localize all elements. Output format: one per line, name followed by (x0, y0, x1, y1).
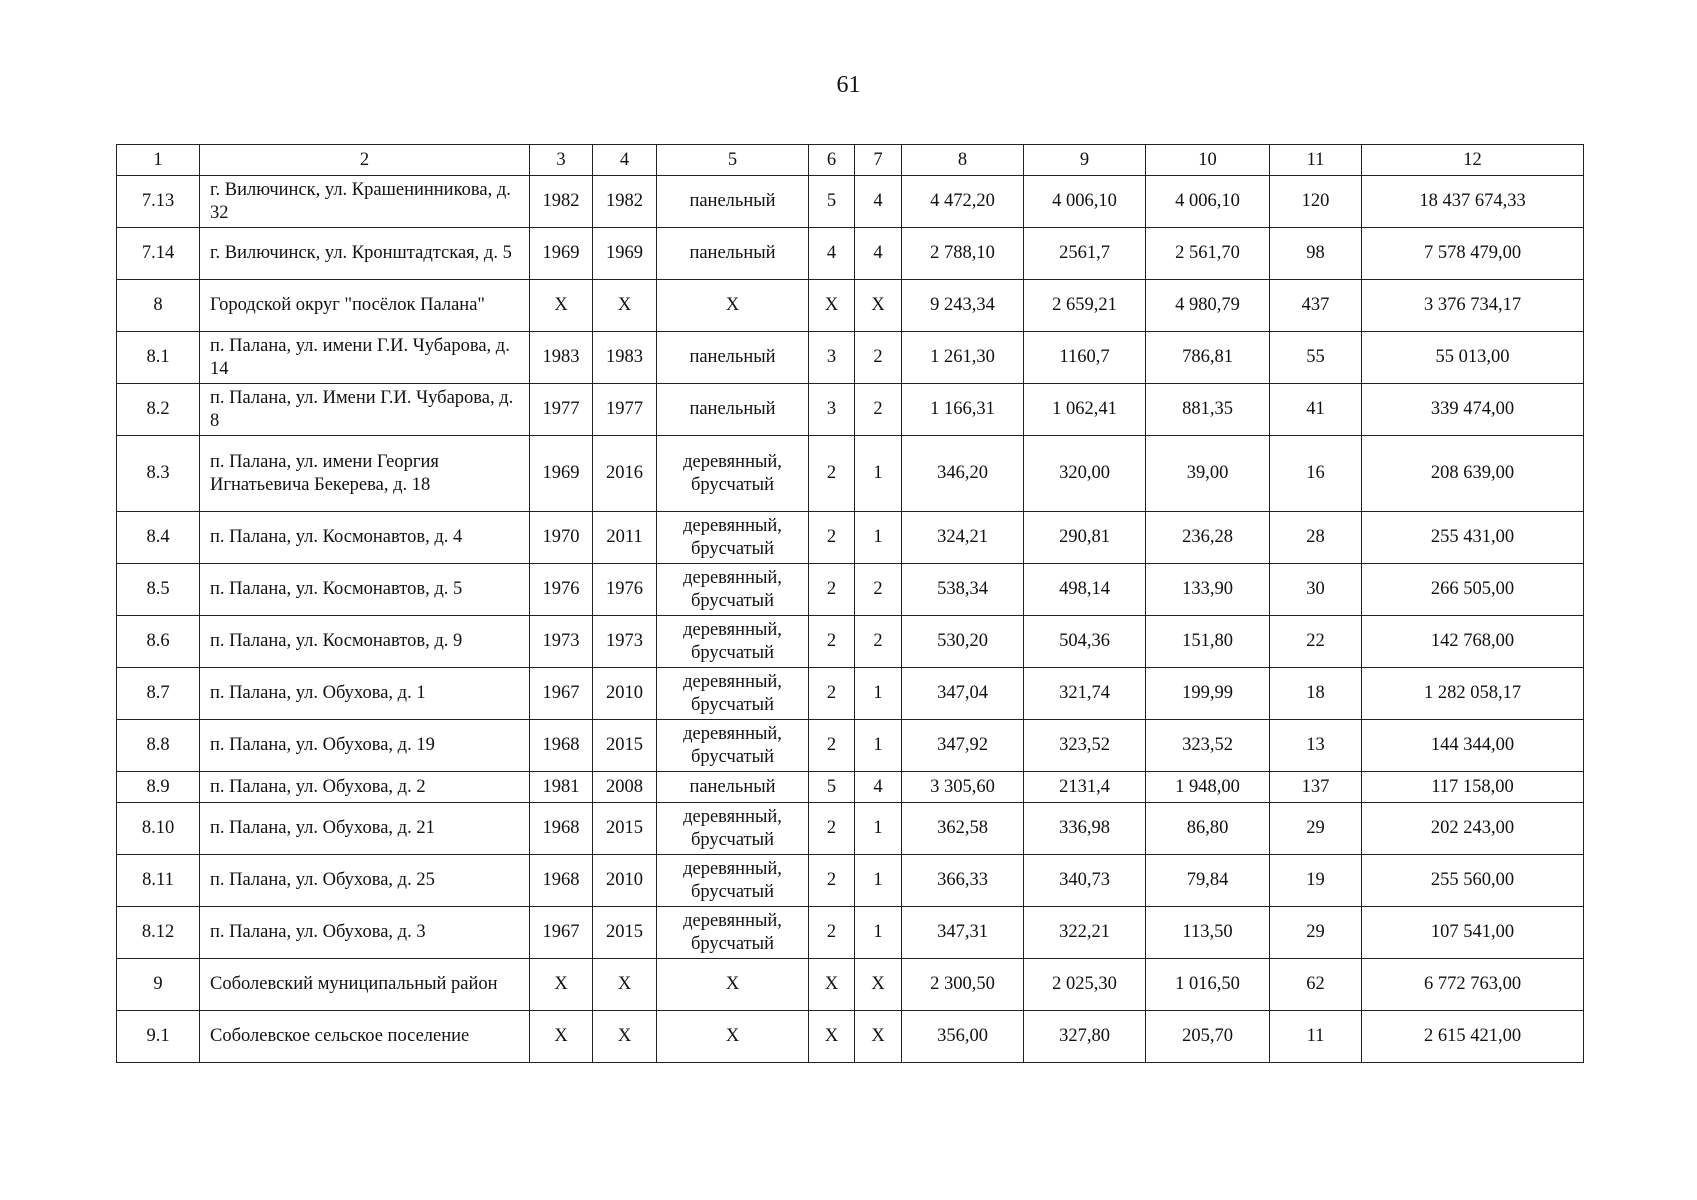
table-row (117, 1011, 1584, 1063)
cell-row-number: 8 (117, 280, 200, 332)
cell-residential-area: 79,84 (1146, 855, 1270, 907)
cell-total-area: 347,92 (902, 720, 1024, 772)
cell-address: п. Палана, ул. имени Георгия Игнатьевича Бекерева, д. 18 (200, 436, 530, 512)
cell-year-renovated: 2008 (593, 772, 657, 803)
cell-total-area: 2 300,50 (902, 959, 1024, 1011)
cell-total-area: 538,34 (902, 564, 1024, 616)
cell-wall-material: деревянный, брусчатый (657, 564, 809, 616)
cell-row-number: 9 (117, 959, 200, 1011)
cell-cost: 142 768,00 (1362, 616, 1584, 668)
cell-cost: 18 437 674,33 (1362, 176, 1584, 228)
cell-cost: 107 541,00 (1362, 907, 1584, 959)
table-row (117, 384, 1584, 436)
cell-row-number: 8.10 (117, 803, 200, 855)
data-table (116, 144, 1584, 1063)
cell-floors: 2 (809, 855, 855, 907)
cell-address: п. Палана, ул. Обухова, д. 3 (200, 907, 530, 959)
cell-living-area: 2 025,30 (1024, 959, 1146, 1011)
cell-cost: 2 615 421,00 (1362, 1011, 1584, 1063)
cell-floors: 3 (809, 384, 855, 436)
cell-address: п. Палана, ул. Космонавтов, д. 5 (200, 564, 530, 616)
table-row (117, 803, 1584, 855)
header-cell: 8 (902, 145, 1024, 176)
cell-total-area: 324,21 (902, 512, 1024, 564)
cell-residents: 98 (1270, 228, 1362, 280)
cell-row-number: 8.3 (117, 436, 200, 512)
cell-residents: 16 (1270, 436, 1362, 512)
table-row (117, 907, 1584, 959)
header-row (117, 145, 1584, 176)
cell-year-renovated: X (593, 280, 657, 332)
cell-entrances: 4 (855, 228, 902, 280)
cell-entrances: 4 (855, 772, 902, 803)
cell-residents: 18 (1270, 668, 1362, 720)
cell-residents: 62 (1270, 959, 1362, 1011)
cell-entrances: 2 (855, 384, 902, 436)
cell-wall-material: панельный (657, 384, 809, 436)
cell-residential-area: 236,28 (1146, 512, 1270, 564)
cell-year-built: 1983 (530, 332, 593, 384)
cell-cost: 3 376 734,17 (1362, 280, 1584, 332)
cell-wall-material: деревянный, брусчатый (657, 512, 809, 564)
cell-living-area: 327,80 (1024, 1011, 1146, 1063)
cell-total-area: 347,31 (902, 907, 1024, 959)
cell-wall-material: деревянный, брусчатый (657, 668, 809, 720)
table-row (117, 332, 1584, 384)
cell-year-renovated: 2015 (593, 803, 657, 855)
cell-row-number: 7.14 (117, 228, 200, 280)
cell-residential-area: 4 980,79 (1146, 280, 1270, 332)
cell-entrances: X (855, 1011, 902, 1063)
cell-residents: 120 (1270, 176, 1362, 228)
cell-cost: 339 474,00 (1362, 384, 1584, 436)
cell-living-area: 498,14 (1024, 564, 1146, 616)
header-cell: 11 (1270, 145, 1362, 176)
cell-cost: 7 578 479,00 (1362, 228, 1584, 280)
cell-total-area: 530,20 (902, 616, 1024, 668)
table-row (117, 616, 1584, 668)
cell-floors: 2 (809, 803, 855, 855)
table-row (117, 280, 1584, 332)
header-cell: 3 (530, 145, 593, 176)
cell-entrances: 1 (855, 436, 902, 512)
table-row (117, 720, 1584, 772)
cell-row-number: 8.6 (117, 616, 200, 668)
cell-entrances: 2 (855, 564, 902, 616)
cell-wall-material: деревянный, брусчатый (657, 720, 809, 772)
cell-floors: 2 (809, 668, 855, 720)
cell-year-renovated: 1983 (593, 332, 657, 384)
header-cell: 5 (657, 145, 809, 176)
cell-entrances: 1 (855, 803, 902, 855)
cell-year-renovated: 2015 (593, 907, 657, 959)
cell-floors: 5 (809, 176, 855, 228)
cell-year-built: 1982 (530, 176, 593, 228)
cell-total-area: 1 166,31 (902, 384, 1024, 436)
cell-address: п. Палана, ул. Обухова, д. 21 (200, 803, 530, 855)
table-row (117, 668, 1584, 720)
header-cell: 1 (117, 145, 200, 176)
cell-year-renovated: 2010 (593, 855, 657, 907)
cell-entrances: 1 (855, 907, 902, 959)
cell-total-area: 366,33 (902, 855, 1024, 907)
cell-total-area: 347,04 (902, 668, 1024, 720)
cell-year-renovated: 2015 (593, 720, 657, 772)
cell-year-renovated: 1977 (593, 384, 657, 436)
cell-row-number: 9.1 (117, 1011, 200, 1063)
cell-floors: X (809, 959, 855, 1011)
cell-residential-area: 205,70 (1146, 1011, 1270, 1063)
cell-residential-area: 199,99 (1146, 668, 1270, 720)
cell-wall-material: панельный (657, 332, 809, 384)
cell-cost: 1 282 058,17 (1362, 668, 1584, 720)
cell-address: п. Палана, ул. Обухова, д. 1 (200, 668, 530, 720)
cell-residential-area: 113,50 (1146, 907, 1270, 959)
header-cell: 10 (1146, 145, 1270, 176)
cell-row-number: 8.11 (117, 855, 200, 907)
cell-residents: 29 (1270, 907, 1362, 959)
cell-year-built: 1968 (530, 720, 593, 772)
cell-year-renovated: 2011 (593, 512, 657, 564)
cell-living-area: 322,21 (1024, 907, 1146, 959)
cell-address: п. Палана, ул. Космонавтов, д. 9 (200, 616, 530, 668)
cell-address: п. Палана, ул. Обухова, д. 19 (200, 720, 530, 772)
cell-total-area: 1 261,30 (902, 332, 1024, 384)
cell-row-number: 8.4 (117, 512, 200, 564)
cell-residents: 41 (1270, 384, 1362, 436)
cell-entrances: 4 (855, 176, 902, 228)
cell-address: Соболевский муниципальный район (200, 959, 530, 1011)
cell-wall-material: деревянный, брусчатый (657, 803, 809, 855)
cell-cost: 255 431,00 (1362, 512, 1584, 564)
cell-address: г. Вилючинск, ул. Кронштадтская, д. 5 (200, 228, 530, 280)
cell-year-built: 1977 (530, 384, 593, 436)
cell-total-area: 4 472,20 (902, 176, 1024, 228)
header-cell: 12 (1362, 145, 1584, 176)
cell-row-number: 8.7 (117, 668, 200, 720)
page-number: 61 (836, 72, 861, 98)
cell-row-number: 8.12 (117, 907, 200, 959)
cell-year-renovated: 2016 (593, 436, 657, 512)
cell-total-area: 356,00 (902, 1011, 1024, 1063)
cell-total-area: 3 305,60 (902, 772, 1024, 803)
table-row (117, 564, 1584, 616)
cell-entrances: X (855, 280, 902, 332)
header-cell: 6 (809, 145, 855, 176)
cell-wall-material: панельный (657, 176, 809, 228)
cell-year-built: 1970 (530, 512, 593, 564)
cell-living-area: 2 659,21 (1024, 280, 1146, 332)
cell-year-renovated: 1982 (593, 176, 657, 228)
cell-floors: 5 (809, 772, 855, 803)
cell-row-number: 8.5 (117, 564, 200, 616)
cell-residential-area: 323,52 (1146, 720, 1270, 772)
cell-year-built: X (530, 959, 593, 1011)
cell-floors: 3 (809, 332, 855, 384)
table-row (117, 772, 1584, 803)
cell-living-area: 504,36 (1024, 616, 1146, 668)
cell-address: г. Вилючинск, ул. Крашенинникова, д. 32 (200, 176, 530, 228)
cell-living-area: 2561,7 (1024, 228, 1146, 280)
cell-cost: 117 158,00 (1362, 772, 1584, 803)
cell-entrances: 1 (855, 855, 902, 907)
cell-floors: 2 (809, 512, 855, 564)
cell-floors: 2 (809, 436, 855, 512)
cell-residential-area: 2 561,70 (1146, 228, 1270, 280)
cell-residents: 55 (1270, 332, 1362, 384)
cell-wall-material: панельный (657, 228, 809, 280)
cell-residential-area: 1 948,00 (1146, 772, 1270, 803)
cell-residents: 13 (1270, 720, 1362, 772)
cell-floors: 4 (809, 228, 855, 280)
cell-residents: 30 (1270, 564, 1362, 616)
cell-entrances: 1 (855, 512, 902, 564)
cell-wall-material: X (657, 959, 809, 1011)
cell-residents: 28 (1270, 512, 1362, 564)
header-cell: 2 (200, 145, 530, 176)
header-cell: 4 (593, 145, 657, 176)
cell-floors: X (809, 1011, 855, 1063)
cell-living-area: 320,00 (1024, 436, 1146, 512)
cell-residential-area: 151,80 (1146, 616, 1270, 668)
cell-wall-material: деревянный, брусчатый (657, 436, 809, 512)
cell-row-number: 7.13 (117, 176, 200, 228)
cell-living-area: 336,98 (1024, 803, 1146, 855)
cell-address: Городской округ "посёлок Палана" (200, 280, 530, 332)
cell-living-area: 2131,4 (1024, 772, 1146, 803)
cell-floors: 2 (809, 720, 855, 772)
cell-wall-material: X (657, 280, 809, 332)
cell-cost: 266 505,00 (1362, 564, 1584, 616)
cell-cost: 208 639,00 (1362, 436, 1584, 512)
table-row (117, 959, 1584, 1011)
cell-year-built: 1976 (530, 564, 593, 616)
table-row (117, 512, 1584, 564)
cell-year-built: 1969 (530, 228, 593, 280)
cell-wall-material: деревянный, брусчатый (657, 616, 809, 668)
cell-wall-material: панельный (657, 772, 809, 803)
cell-address: п. Палана, ул. Имени Г.И. Чубарова, д. 8 (200, 384, 530, 436)
cell-address: п. Палана, ул. Обухова, д. 2 (200, 772, 530, 803)
cell-year-built: 1968 (530, 855, 593, 907)
cell-row-number: 8.1 (117, 332, 200, 384)
cell-living-area: 4 006,10 (1024, 176, 1146, 228)
cell-cost: 255 560,00 (1362, 855, 1584, 907)
cell-total-area: 362,58 (902, 803, 1024, 855)
cell-residents: 11 (1270, 1011, 1362, 1063)
cell-year-renovated: 2010 (593, 668, 657, 720)
cell-entrances: 2 (855, 616, 902, 668)
cell-address: Соболевское сельское поселение (200, 1011, 530, 1063)
header-cell: 9 (1024, 145, 1146, 176)
cell-living-area: 323,52 (1024, 720, 1146, 772)
cell-wall-material: деревянный, брусчатый (657, 855, 809, 907)
cell-residential-area: 39,00 (1146, 436, 1270, 512)
cell-year-renovated: X (593, 1011, 657, 1063)
cell-year-built: X (530, 1011, 593, 1063)
cell-row-number: 8.9 (117, 772, 200, 803)
cell-residents: 19 (1270, 855, 1362, 907)
cell-cost: 202 243,00 (1362, 803, 1584, 855)
cell-year-built: 1969 (530, 436, 593, 512)
cell-residents: 437 (1270, 280, 1362, 332)
cell-year-built: X (530, 280, 593, 332)
cell-year-built: 1973 (530, 616, 593, 668)
cell-total-area: 346,20 (902, 436, 1024, 512)
cell-row-number: 8.2 (117, 384, 200, 436)
cell-residential-area: 786,81 (1146, 332, 1270, 384)
cell-cost: 6 772 763,00 (1362, 959, 1584, 1011)
cell-total-area: 9 243,34 (902, 280, 1024, 332)
table-row (117, 436, 1584, 512)
cell-entrances: 2 (855, 332, 902, 384)
cell-total-area: 2 788,10 (902, 228, 1024, 280)
cell-row-number: 8.8 (117, 720, 200, 772)
cell-residents: 22 (1270, 616, 1362, 668)
cell-living-area: 1 062,41 (1024, 384, 1146, 436)
cell-wall-material: деревянный, брусчатый (657, 907, 809, 959)
cell-address: п. Палана, ул. имени Г.И. Чубарова, д. 14 (200, 332, 530, 384)
cell-residential-area: 881,35 (1146, 384, 1270, 436)
cell-residential-area: 86,80 (1146, 803, 1270, 855)
cell-living-area: 1160,7 (1024, 332, 1146, 384)
cell-entrances: 1 (855, 720, 902, 772)
cell-year-renovated: X (593, 959, 657, 1011)
cell-year-built: 1967 (530, 907, 593, 959)
cell-year-built: 1968 (530, 803, 593, 855)
cell-year-built: 1981 (530, 772, 593, 803)
cell-living-area: 340,73 (1024, 855, 1146, 907)
cell-year-renovated: 1973 (593, 616, 657, 668)
cell-entrances: X (855, 959, 902, 1011)
cell-living-area: 321,74 (1024, 668, 1146, 720)
table-row (117, 176, 1584, 228)
cell-entrances: 1 (855, 668, 902, 720)
cell-address: п. Палана, ул. Космонавтов, д. 4 (200, 512, 530, 564)
cell-residents: 137 (1270, 772, 1362, 803)
cell-year-renovated: 1969 (593, 228, 657, 280)
cell-residential-area: 4 006,10 (1146, 176, 1270, 228)
cell-cost: 55 013,00 (1362, 332, 1584, 384)
cell-residential-area: 1 016,50 (1146, 959, 1270, 1011)
cell-floors: 2 (809, 907, 855, 959)
cell-wall-material: X (657, 1011, 809, 1063)
table-row (117, 855, 1584, 907)
table-row (117, 228, 1584, 280)
cell-floors: X (809, 280, 855, 332)
cell-residents: 29 (1270, 803, 1362, 855)
cell-residential-area: 133,90 (1146, 564, 1270, 616)
cell-cost: 144 344,00 (1362, 720, 1584, 772)
cell-year-built: 1967 (530, 668, 593, 720)
cell-floors: 2 (809, 616, 855, 668)
cell-floors: 2 (809, 564, 855, 616)
cell-year-renovated: 1976 (593, 564, 657, 616)
cell-living-area: 290,81 (1024, 512, 1146, 564)
header-cell: 7 (855, 145, 902, 176)
cell-address: п. Палана, ул. Обухова, д. 25 (200, 855, 530, 907)
